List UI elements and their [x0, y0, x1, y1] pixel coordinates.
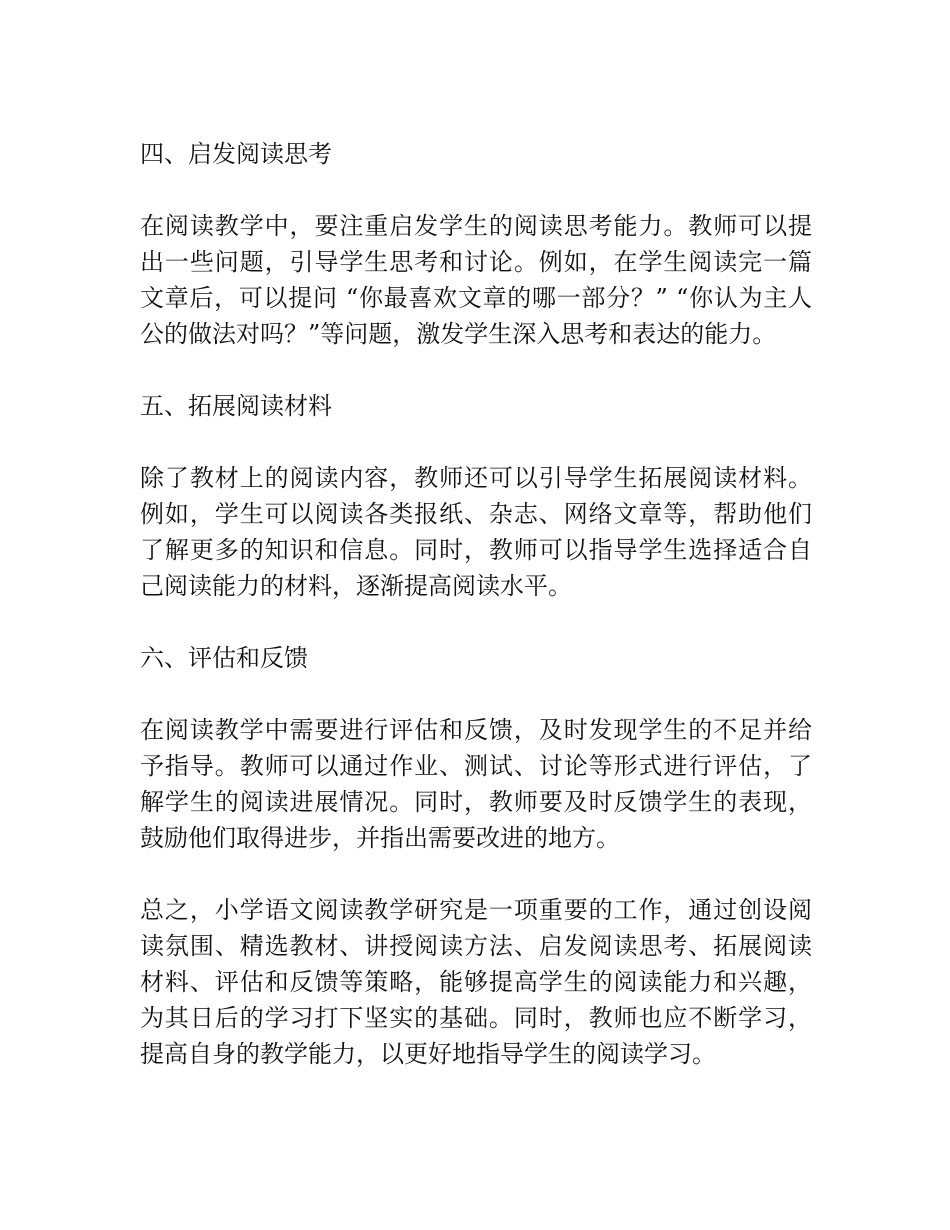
paragraph-line: 鼓励他们取得进步，并指出需要改进的地方。 [140, 824, 620, 852]
document-body [140, 136, 812, 1072]
paragraph-line: 读氛围、精选教材、讲授阅读方法、启发阅读思考、拓展阅读 [140, 932, 812, 960]
paragraph-line: 在阅读教学中需要进行评估和反馈，及时发现学生的不足并给 [140, 716, 812, 744]
paragraph-line: 予指导。教师可以通过作业、测试、讨论等形式进行评估，了 [140, 752, 812, 780]
paragraph-line: 出一些问题，引导学生思考和讨论。例如，在学生阅读完一篇 [140, 248, 812, 276]
paragraph-line: 己阅读能力的材料，逐渐提高阅读水平。 [140, 572, 572, 600]
section-heading-4: 四、启发阅读思考 [140, 140, 332, 168]
paragraph-line: 公的做法对吗？”等问题，激发学生深入思考和表达的能力。 [140, 320, 777, 348]
paragraph-line: 提高自身的教学能力，以更好地指导学生的阅读学习。 [140, 1040, 716, 1068]
paragraph-line: 材料、评估和反馈等策略，能够提高学生的阅读能力和兴趣， [140, 968, 812, 996]
conclusion-paragraph [140, 892, 812, 1072]
paragraph-line: 了解更多的知识和信息。同时，教师可以指导学生选择适合自 [140, 536, 812, 564]
paragraph-line: 总之，小学语文阅读教学研究是一项重要的工作，通过创设阅 [140, 896, 812, 924]
section-paragraph-6 [140, 712, 812, 856]
paragraph-line: 文章后，可以提问 “你最喜欢文章的哪一部分？” “你认为主人 [140, 284, 812, 312]
paragraph-line: 为其日后的学习打下坚实的基础。同时，教师也应不断学习， [140, 1004, 812, 1032]
paragraph-line: 在阅读教学中，要注重启发学生的阅读思考能力。教师可以提 [140, 212, 812, 240]
section-heading-6: 六、评估和反馈 [140, 644, 308, 672]
paragraph-line: 解学生的阅读进展情况。同时，教师要及时反馈学生的表现， [140, 788, 812, 816]
section-paragraph-5 [140, 460, 812, 604]
section-heading-5: 五、拓展阅读材料 [140, 392, 332, 420]
paragraph-line: 除了教材上的阅读内容，教师还可以引导学生拓展阅读材料。 [140, 464, 812, 492]
paragraph-line: 例如，学生可以阅读各类报纸、杂志、网络文章等，帮助他们 [140, 500, 812, 528]
section-paragraph-4 [140, 208, 812, 352]
